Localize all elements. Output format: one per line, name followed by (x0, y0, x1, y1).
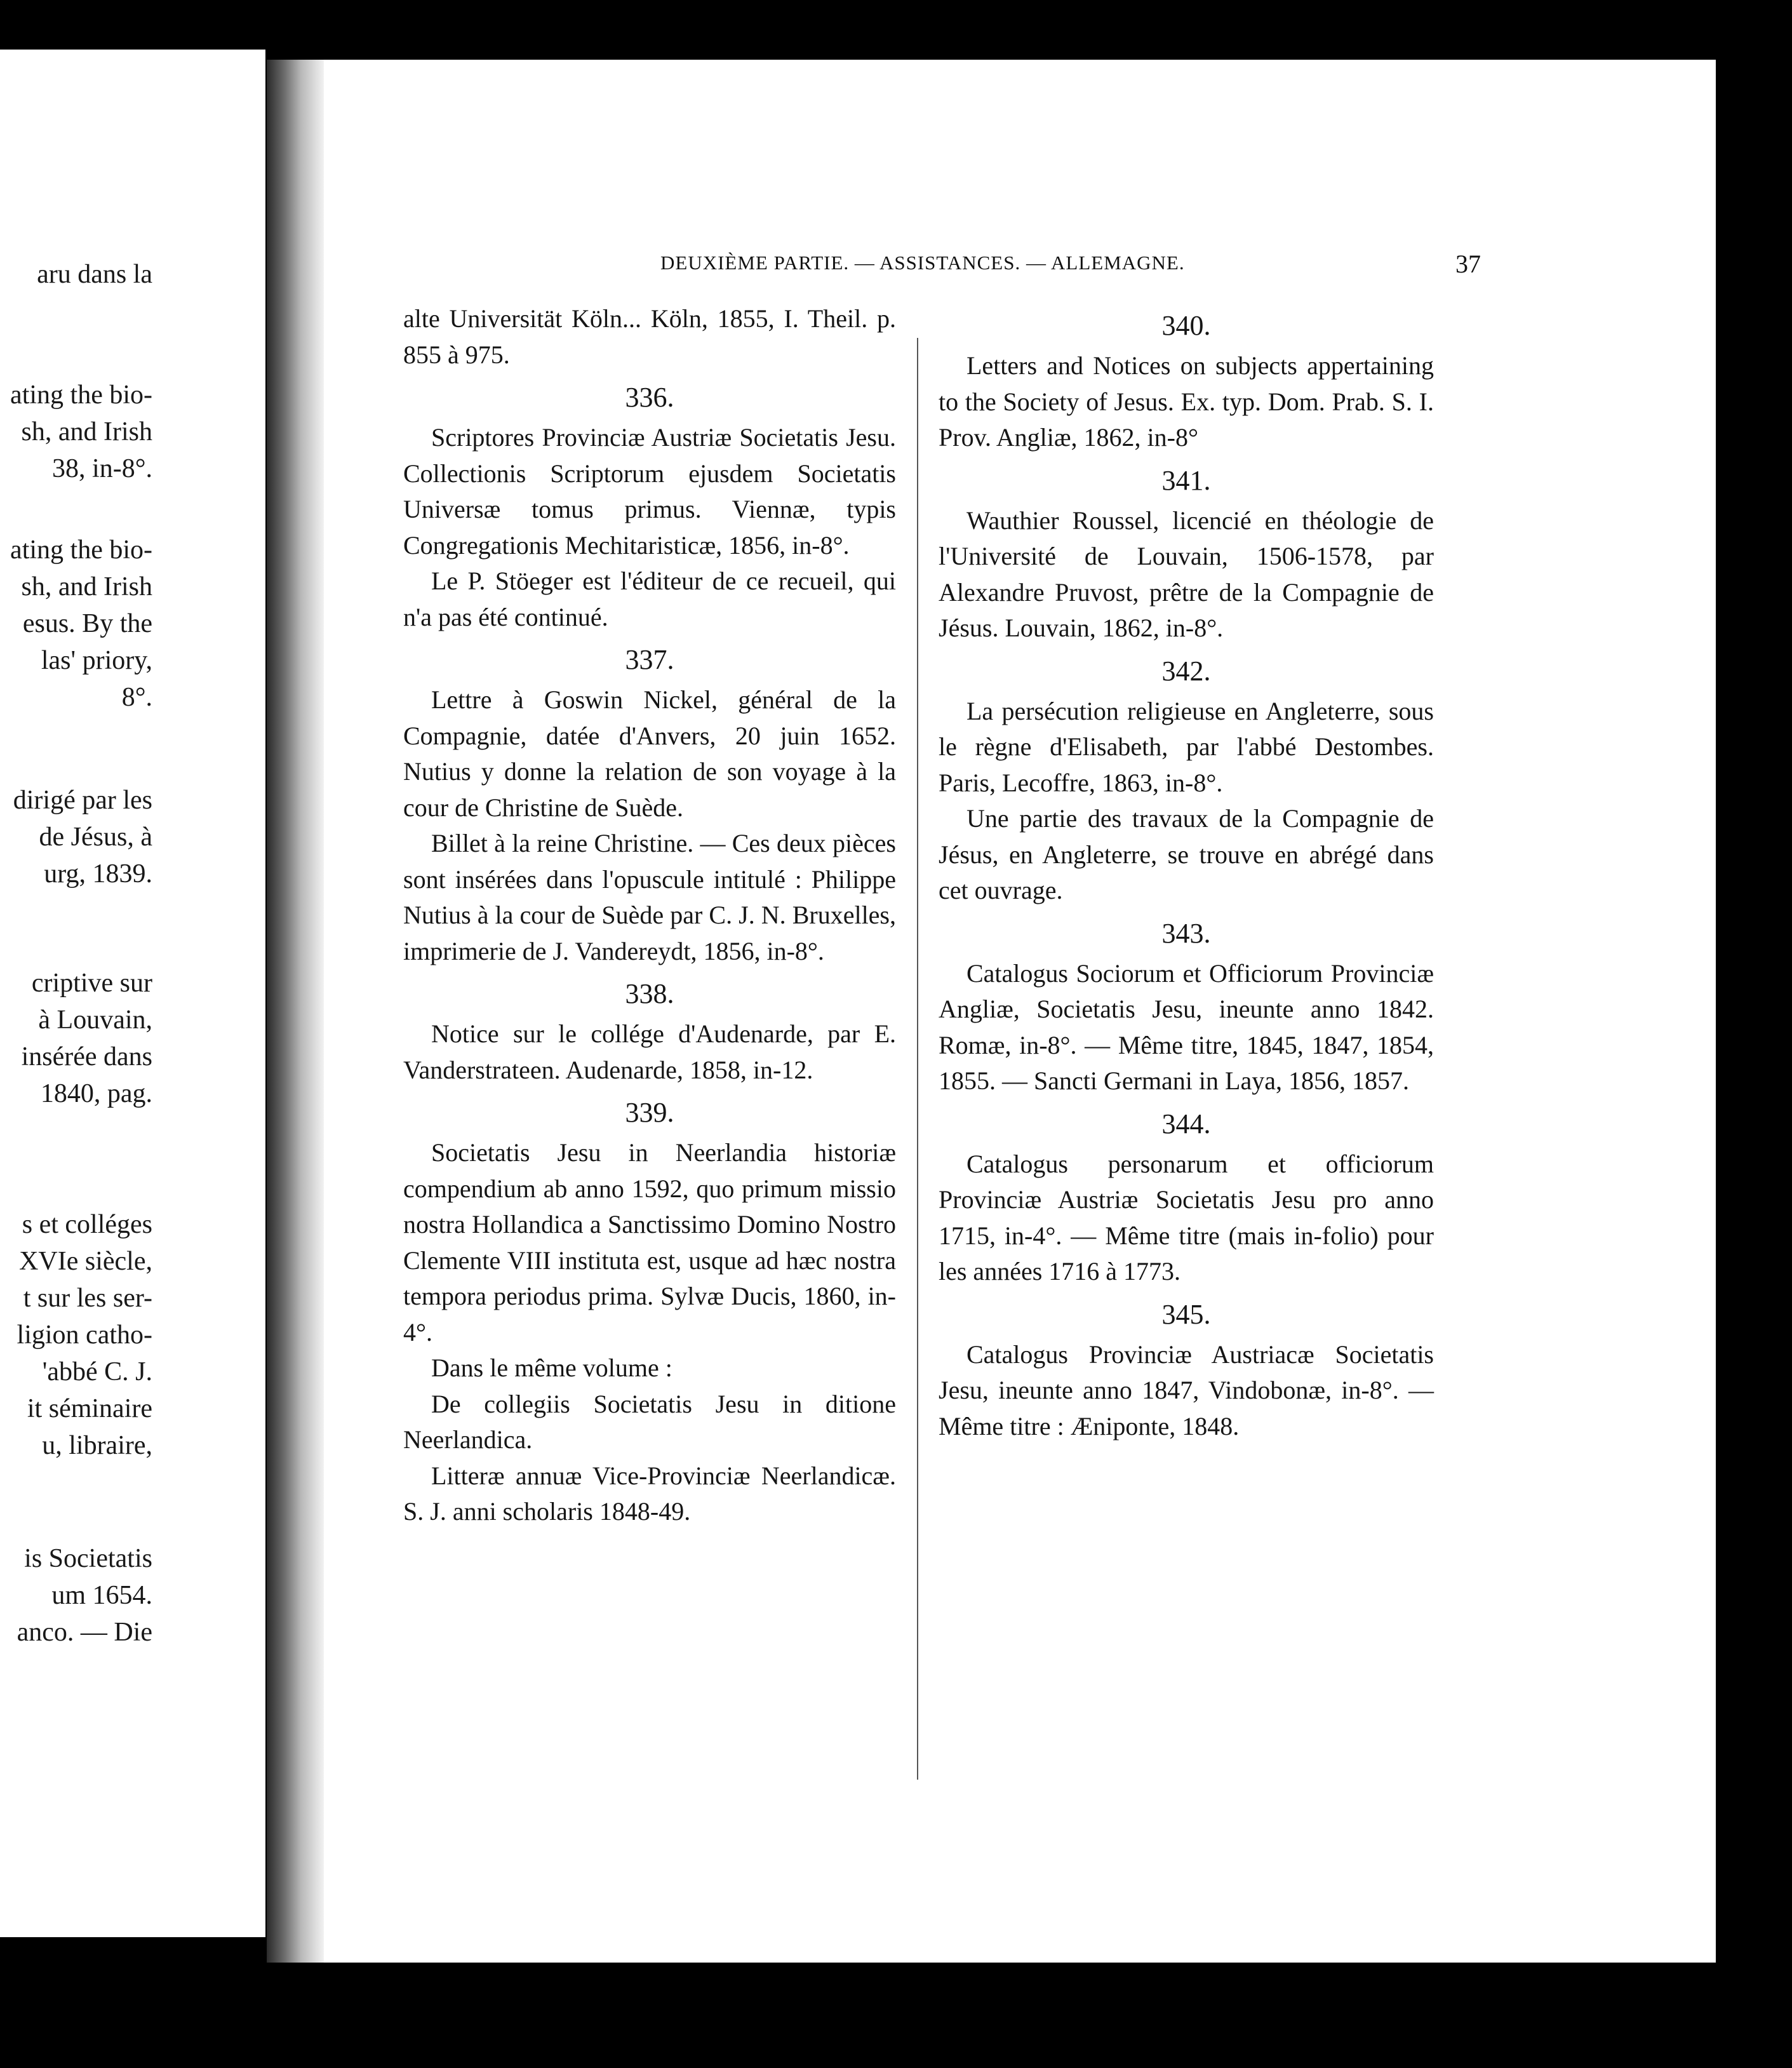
left-page-line: de Jésus, à (39, 822, 152, 852)
entry-paragraph: Le P. Stöeger est l'éditeur de ce recueil, qui n'a pas été continué. (403, 567, 896, 631)
entry-paragraph: Catalogus Sociorum et Officiorum Provinciæ Angliæ, Societatis Jesu, ineunte anno 1842. Romæ, in-8°. — Même titre, 1845, 1847, 1854, 1855. — Sancti Germani in Laya, 1856, 1857. (939, 958, 1434, 1095)
entry-paragraph: La persécution religieuse en Angleterre, sous le règne d'Elisabeth, par l'abbé Destombes. Paris, Lecoffre, 1863, in-8°. (939, 696, 1434, 797)
left-page-line: 8°. (121, 683, 152, 712)
right-text-column (939, 301, 1434, 1444)
left-text-column (403, 301, 896, 1530)
left-page-line: 38, in-8°. (52, 454, 152, 483)
entry-paragraph: Une partie des travaux de la Compagnie de Jésus, en Angleterre, se trouve en abrégé dans cet ouvrage. (939, 804, 1434, 904)
entry-number: 341. (1161, 464, 1211, 496)
left-page-line: ating the bio- (10, 380, 152, 410)
left-page-line: esus. By the (22, 609, 152, 638)
left-page-line: anco. — Die (17, 1618, 152, 1647)
entry-paragraph: Catalogus personarum et officiorum Provinciæ Austriæ Societatis Jesu pro anno 1715, in-4°. — Même titre (mais in-folio) pour les années 1716 à 1773. (939, 1149, 1434, 1286)
left-page-line: it séminaire (27, 1394, 152, 1423)
entry-number: 340. (1161, 310, 1211, 341)
entry-number: 339. (625, 1097, 674, 1128)
left-page-line: 1840, pag. (40, 1079, 152, 1108)
entry-paragraph: Scriptores Provinciæ Austriæ Societatis Jesu. Collectionis Scriptorum ejusdem Societatis Universæ tomus primus. Viennæ, typis Congregationis Mechitaristicæ, 1856, in-8°. (403, 423, 896, 560)
left-page-line: t sur les ser- (23, 1284, 152, 1313)
left-page-line: dirigé par les (13, 786, 152, 815)
entry-paragraph: Billet à la reine Christine. — Ces deux pièces sont insérées dans l'opuscule intitulé : Philippe Nutius à la cour de Suède par C. J. N. Bruxelles, imprimerie de J. Vandereydt, 1856, in-8°. (403, 829, 896, 965)
entry-paragraph: Notice sur le collége d'Audenarde, par E. Vanderstrateen. Audenarde, 1858, in-12. (403, 1019, 896, 1084)
left-page-line: sh, and Irish (21, 417, 152, 446)
left-page-line: XVIe siècle, (19, 1247, 152, 1276)
entry-paragraph: Catalogus Provinciæ Austriacæ Societatis Jesu, ineunte anno 1847, Vindobonæ, in-8°. — Même titre : Æniponte, 1848. (939, 1340, 1434, 1440)
running-header: DEUXIÈME PARTIE. — ASSISTANCES. — ALLEMAGNE. (660, 252, 1185, 274)
left-page-line: 'abbé C. J. (42, 1357, 152, 1386)
book-gutter-shadow (267, 60, 324, 1963)
left-page-line: urg, 1839. (44, 859, 152, 889)
entry-number: 337. (625, 644, 674, 675)
left-page-line: u, libraire, (42, 1431, 152, 1460)
left-page-line: à Louvain, (38, 1005, 152, 1035)
left-page-line: aru dans la (37, 260, 152, 289)
entry-number: 343. (1161, 917, 1211, 949)
entry-paragraph: Dans le même volume : (431, 1353, 672, 1382)
left-page-line: is Societatis (24, 1544, 152, 1573)
entry-paragraph: De collegiis Societatis Jesu in ditione Neerlandica. (403, 1389, 896, 1454)
entry-paragraph: Litteræ annuæ Vice-Provinciæ Neerlandicæ. S. J. anni scholaris 1848-49. (403, 1461, 896, 1526)
entry-paragraph: Societatis Jesu in Neerlandia historiæ compendium ab anno 1592, quo primum missio nostra Hollandica a Sanctissimo Domino Nostro Clemente VIII instituta est, usque ad hæc nostra tempora periodus prima. Sylvæ Ducis, 1860, in-4°. (403, 1138, 896, 1346)
continued-paragraph: alte Universität Köln... Köln, 1855, I. Theil. p. 855 à 975. (403, 304, 896, 369)
entry-number: 345. (1161, 1298, 1211, 1330)
page-number: 37 (1455, 250, 1481, 278)
left-facing-page (0, 50, 265, 1937)
entry-number: 344. (1161, 1108, 1211, 1139)
left-page-line: ating the bio- (10, 535, 152, 565)
entry-paragraph: Lettre à Goswin Nickel, général de la Compagnie, datée d'Anvers, 20 juin 1652. Nutius y donne la relation de son voyage à la cour de Christine de Suède. (403, 685, 896, 822)
left-page-line: um 1654. (51, 1581, 152, 1610)
left-page-line: las' priory, (41, 646, 152, 675)
entry-paragraph: Letters and Notices on subjects appertaining to the Society of Jesus. Ex. typ. Dom. Prab. S. I. Prov. Angliæ, 1862, in-8° (939, 351, 1434, 452)
right-page (267, 60, 1716, 1963)
column-divider (917, 338, 918, 1780)
left-page-line: criptive sur (31, 969, 152, 998)
left-page-line: s et colléges (22, 1210, 152, 1239)
left-page-line: sh, and Irish (21, 572, 152, 601)
left-page-line: insérée dans (21, 1042, 152, 1071)
left-page-line: ligion catho- (17, 1320, 152, 1350)
entry-paragraph: Wauthier Roussel, licencié en théologie de l'Université de Louvain, 1506-1578, par Alexandre Pruvost, prêtre de la Compagnie de Jésus. Louvain, 1862, in-8°. (939, 506, 1434, 642)
entry-number: 342. (1161, 655, 1211, 687)
entry-number: 338. (625, 978, 674, 1009)
entry-number: 336. (625, 382, 674, 413)
